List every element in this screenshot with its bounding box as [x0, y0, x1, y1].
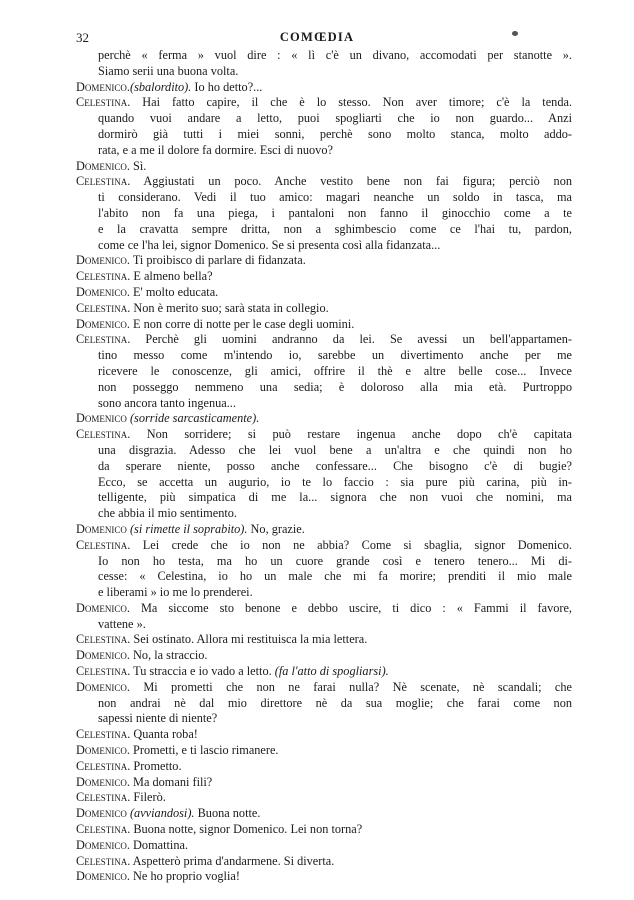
text-line — [76, 396, 572, 412]
line-text: Io ho detto?... — [191, 79, 263, 94]
text-line — [76, 64, 572, 80]
text-line — [76, 680, 572, 696]
line-text: Tu straccia e io vado a letto. — [130, 664, 272, 679]
text-line — [76, 854, 572, 870]
text-line — [76, 632, 572, 648]
text-line — [76, 648, 572, 664]
line-text: Non è merito suo; sarà stata in collegio. — [130, 300, 329, 315]
stage-direction: (sorride sarcasticamente). — [126, 411, 260, 426]
text-line — [76, 711, 572, 727]
line-text: Siamo serii una buona volta. — [98, 63, 239, 78]
line-text: Ti proibisco di parlare di fidanzata. — [129, 253, 306, 268]
line-text: come ce l'ha lei, signor Domenico. Se si presenta così alla fidanzata... — [98, 237, 441, 252]
text-line — [76, 269, 572, 285]
line-text: vattene ». — [98, 616, 146, 631]
line-text: non posseggo nemmeno una sedia; è doloroso alla mia età. Purtroppo — [98, 379, 572, 394]
line-text: da sperare niente, posso anche confessare... Che bisogno c'è di bugie? — [98, 458, 572, 473]
text-line — [76, 411, 572, 427]
speaker-name: Celestina. — [76, 853, 131, 868]
text-line — [76, 775, 572, 791]
stage-direction: (sbalordito). — [129, 79, 192, 94]
speaker-name: Celestina. — [76, 758, 131, 773]
text-line — [76, 664, 572, 680]
text-line — [76, 348, 572, 364]
text-line — [76, 317, 572, 333]
text-line — [76, 285, 572, 301]
line-text: ricevere le conoscenze, gli amici, offrire il thè e altre belle cose... Invece — [98, 363, 572, 378]
text-line — [76, 696, 572, 712]
text-line — [76, 522, 572, 538]
text-line — [76, 759, 572, 775]
speaker-name: Domenico. — [76, 679, 130, 694]
line-text: Non sorridere; si può restare ingenua anche dopo ch'è capitata — [130, 427, 572, 442]
line-text: Ma siccome sto benone e debbo uscire, ti dico : « Fammi il favore, — [129, 600, 572, 615]
line-text: Hai fatto capire, il che è lo stesso. Non aver timore; c'è la tenda. — [130, 95, 572, 110]
speaker-name: Celestina. — [76, 664, 131, 679]
line-text: Buona notte, signor Domenico. Lei non torna? — [130, 822, 363, 837]
text-line — [76, 475, 572, 491]
line-text: Ne ho proprio voglia! — [129, 869, 240, 884]
line-text: una disgrazia. Adesso che lei vuol bene a un'altra e che quindi non ho — [98, 442, 572, 457]
running-title: COMŒDIA — [279, 30, 355, 44]
line-text: E non corre di notte per le case degli uomini. — [129, 316, 355, 331]
text-line — [76, 174, 572, 190]
text-line — [76, 601, 572, 617]
speaker-name: Domenico. — [76, 837, 130, 852]
line-text: Prometto. — [130, 758, 182, 773]
speaker-name: Domenico. — [76, 158, 130, 173]
speaker-name: Celestina. — [76, 332, 131, 347]
line-text: No, la straccio. — [129, 648, 208, 663]
line-text: perchè « ferma » vuol dire : « lì c'è un divano, accomodati per stanotte ». — [98, 48, 572, 62]
text-line — [76, 222, 572, 238]
text-line — [76, 617, 572, 633]
speaker-name: Celestina. — [76, 269, 131, 284]
text-line — [76, 48, 572, 64]
speaker-name: Celestina. — [76, 790, 131, 805]
text-line — [76, 743, 572, 759]
speaker-name: Domenico — [76, 521, 127, 536]
speaker-name: Celestina. — [76, 427, 131, 442]
dialogue-text — [76, 48, 572, 885]
speaker-name: Celestina. — [76, 300, 131, 315]
text-line — [76, 95, 572, 111]
text-line — [76, 238, 572, 254]
page-number: 32 — [76, 30, 89, 45]
line-text: E' molto educata. — [129, 284, 219, 299]
text-line — [76, 364, 572, 380]
speaker-name: Domenico — [76, 411, 127, 426]
text-line — [76, 127, 572, 143]
line-text: Quanta roba! — [130, 727, 198, 742]
text-line — [76, 806, 572, 822]
speaker-name: Celestina. — [76, 537, 131, 552]
line-text: ti considerano. Vedi il tuo amico: magari neanche un soldo in tasca, ma — [98, 190, 572, 205]
speaker-name: Celestina. — [76, 174, 131, 189]
line-text: dormirò già tutti i miei sonni, perchè sono molto stanca, molto addo- — [98, 126, 572, 141]
text-line — [76, 301, 572, 317]
line-text: Ecco, se accetta un augurio, io te lo faccio : sia pure più carina, più in- — [98, 474, 572, 489]
speaker-name: Domenico. — [76, 774, 130, 789]
text-line — [76, 332, 572, 348]
speaker-name: Celestina. — [76, 95, 131, 110]
line-text: No, grazie. — [247, 521, 305, 536]
line-text: Domattina. — [129, 837, 189, 852]
line-text: e liberami » io me lo prenderei. — [98, 585, 253, 600]
speaker-name: Domenico. — [76, 253, 130, 268]
line-text: Perchè gli uomini andranno da lei. Se avessi un bell'appartamen- — [130, 332, 572, 347]
line-text: Ma domani fili? — [129, 774, 213, 789]
text-line — [76, 206, 572, 222]
ink-speck — [512, 31, 518, 36]
speaker-name: Domenico. — [76, 648, 130, 663]
text-line — [76, 554, 572, 570]
line-text: Buona notte. — [194, 806, 261, 821]
speaker-name: Domenico. — [76, 869, 130, 884]
line-text: E almeno bella? — [130, 269, 213, 284]
text-line — [76, 585, 572, 601]
text-line — [76, 459, 572, 475]
text-line — [76, 190, 572, 206]
text-line — [76, 506, 572, 522]
line-text: Aspetterò prima d'andarmene. Si diverta. — [130, 853, 335, 868]
speaker-name: Domenico — [76, 806, 127, 821]
line-text: Filerò. — [130, 790, 166, 805]
text-line — [76, 111, 572, 127]
speaker-name: Domenico. — [76, 284, 130, 299]
text-line — [76, 822, 572, 838]
text-line — [76, 80, 572, 96]
speaker-name: Celestina. — [76, 632, 131, 647]
speaker-name: Domenico. — [76, 316, 130, 331]
speaker-name: Domenico. — [76, 743, 130, 758]
line-text: non andrai nè dal mio direttore nè da sua moglie; che farai come non — [98, 695, 572, 710]
line-text: tino messo come m'intendo io, sarebbe un divertimento anche per me — [98, 348, 572, 363]
line-text: Sì. — [129, 158, 147, 173]
text-line — [76, 253, 572, 269]
line-text: sapessi niente di niente? — [98, 711, 218, 726]
line-text: Aggiustati un poco. Anche vestito bene non fai figura; perciò non — [130, 174, 572, 189]
line-text: Lei crede che io non ne abbia? Come si sbaglia, signor Domenico. — [130, 537, 572, 552]
line-text: telligente, più simpatica di me la... signora che non vuoi che nomini, ma — [98, 490, 572, 505]
text-line — [76, 569, 572, 585]
stage-direction: (avviandosi). — [126, 806, 195, 821]
stage-direction: (fa l'atto di spogliarsi). — [271, 664, 389, 679]
text-line — [76, 790, 572, 806]
line-text: Io non ho testa, ma ho un cuore grande così e tenero tenero... Mi di- — [98, 553, 572, 568]
text-line — [76, 143, 572, 159]
line-text: quando vuoi andare a letto, puoi spogliarti che io non guardo... Anzi — [98, 111, 572, 126]
text-line — [76, 159, 572, 175]
line-text: sono ancora tanto ingenua... — [98, 395, 236, 410]
speaker-name: Domenico. — [76, 600, 130, 615]
text-line — [76, 443, 572, 459]
text-line — [76, 869, 572, 885]
line-text: Prometti, e ti lascio rimanere. — [129, 743, 279, 758]
text-line — [76, 490, 572, 506]
text-line — [76, 538, 572, 554]
line-text: Mi prometti che non ne farai nulla? Nè scenate, nè scandali; che — [129, 679, 572, 694]
speaker-name: Domenico. — [76, 79, 130, 94]
line-text: l'abito non fa una piega, i pantaloni non fanno il ginocchio come a te — [98, 205, 572, 220]
speaker-name: Celestina. — [76, 727, 131, 742]
line-text: rata, e a me il dolore fa dormire. Esci di nuovo? — [98, 142, 333, 157]
stage-direction: (si rimette il soprabito). — [126, 521, 248, 536]
line-text: che abbia il mio sentimento. — [98, 506, 237, 521]
text-line — [76, 380, 572, 396]
line-text: Sei ostinato. Allora mi restituisca la mia lettera. — [130, 632, 368, 647]
line-text: e la cravatta sempre dritta, non a sghimbescio come ce l'hai tu, pardon, — [98, 221, 572, 236]
line-text: cesse: « Celestina, io ho un male che mi fa morire; prenditi il mio male — [98, 569, 572, 584]
text-line — [76, 427, 572, 443]
text-line — [76, 838, 572, 854]
speaker-name: Celestina. — [76, 822, 131, 837]
text-line — [76, 727, 572, 743]
